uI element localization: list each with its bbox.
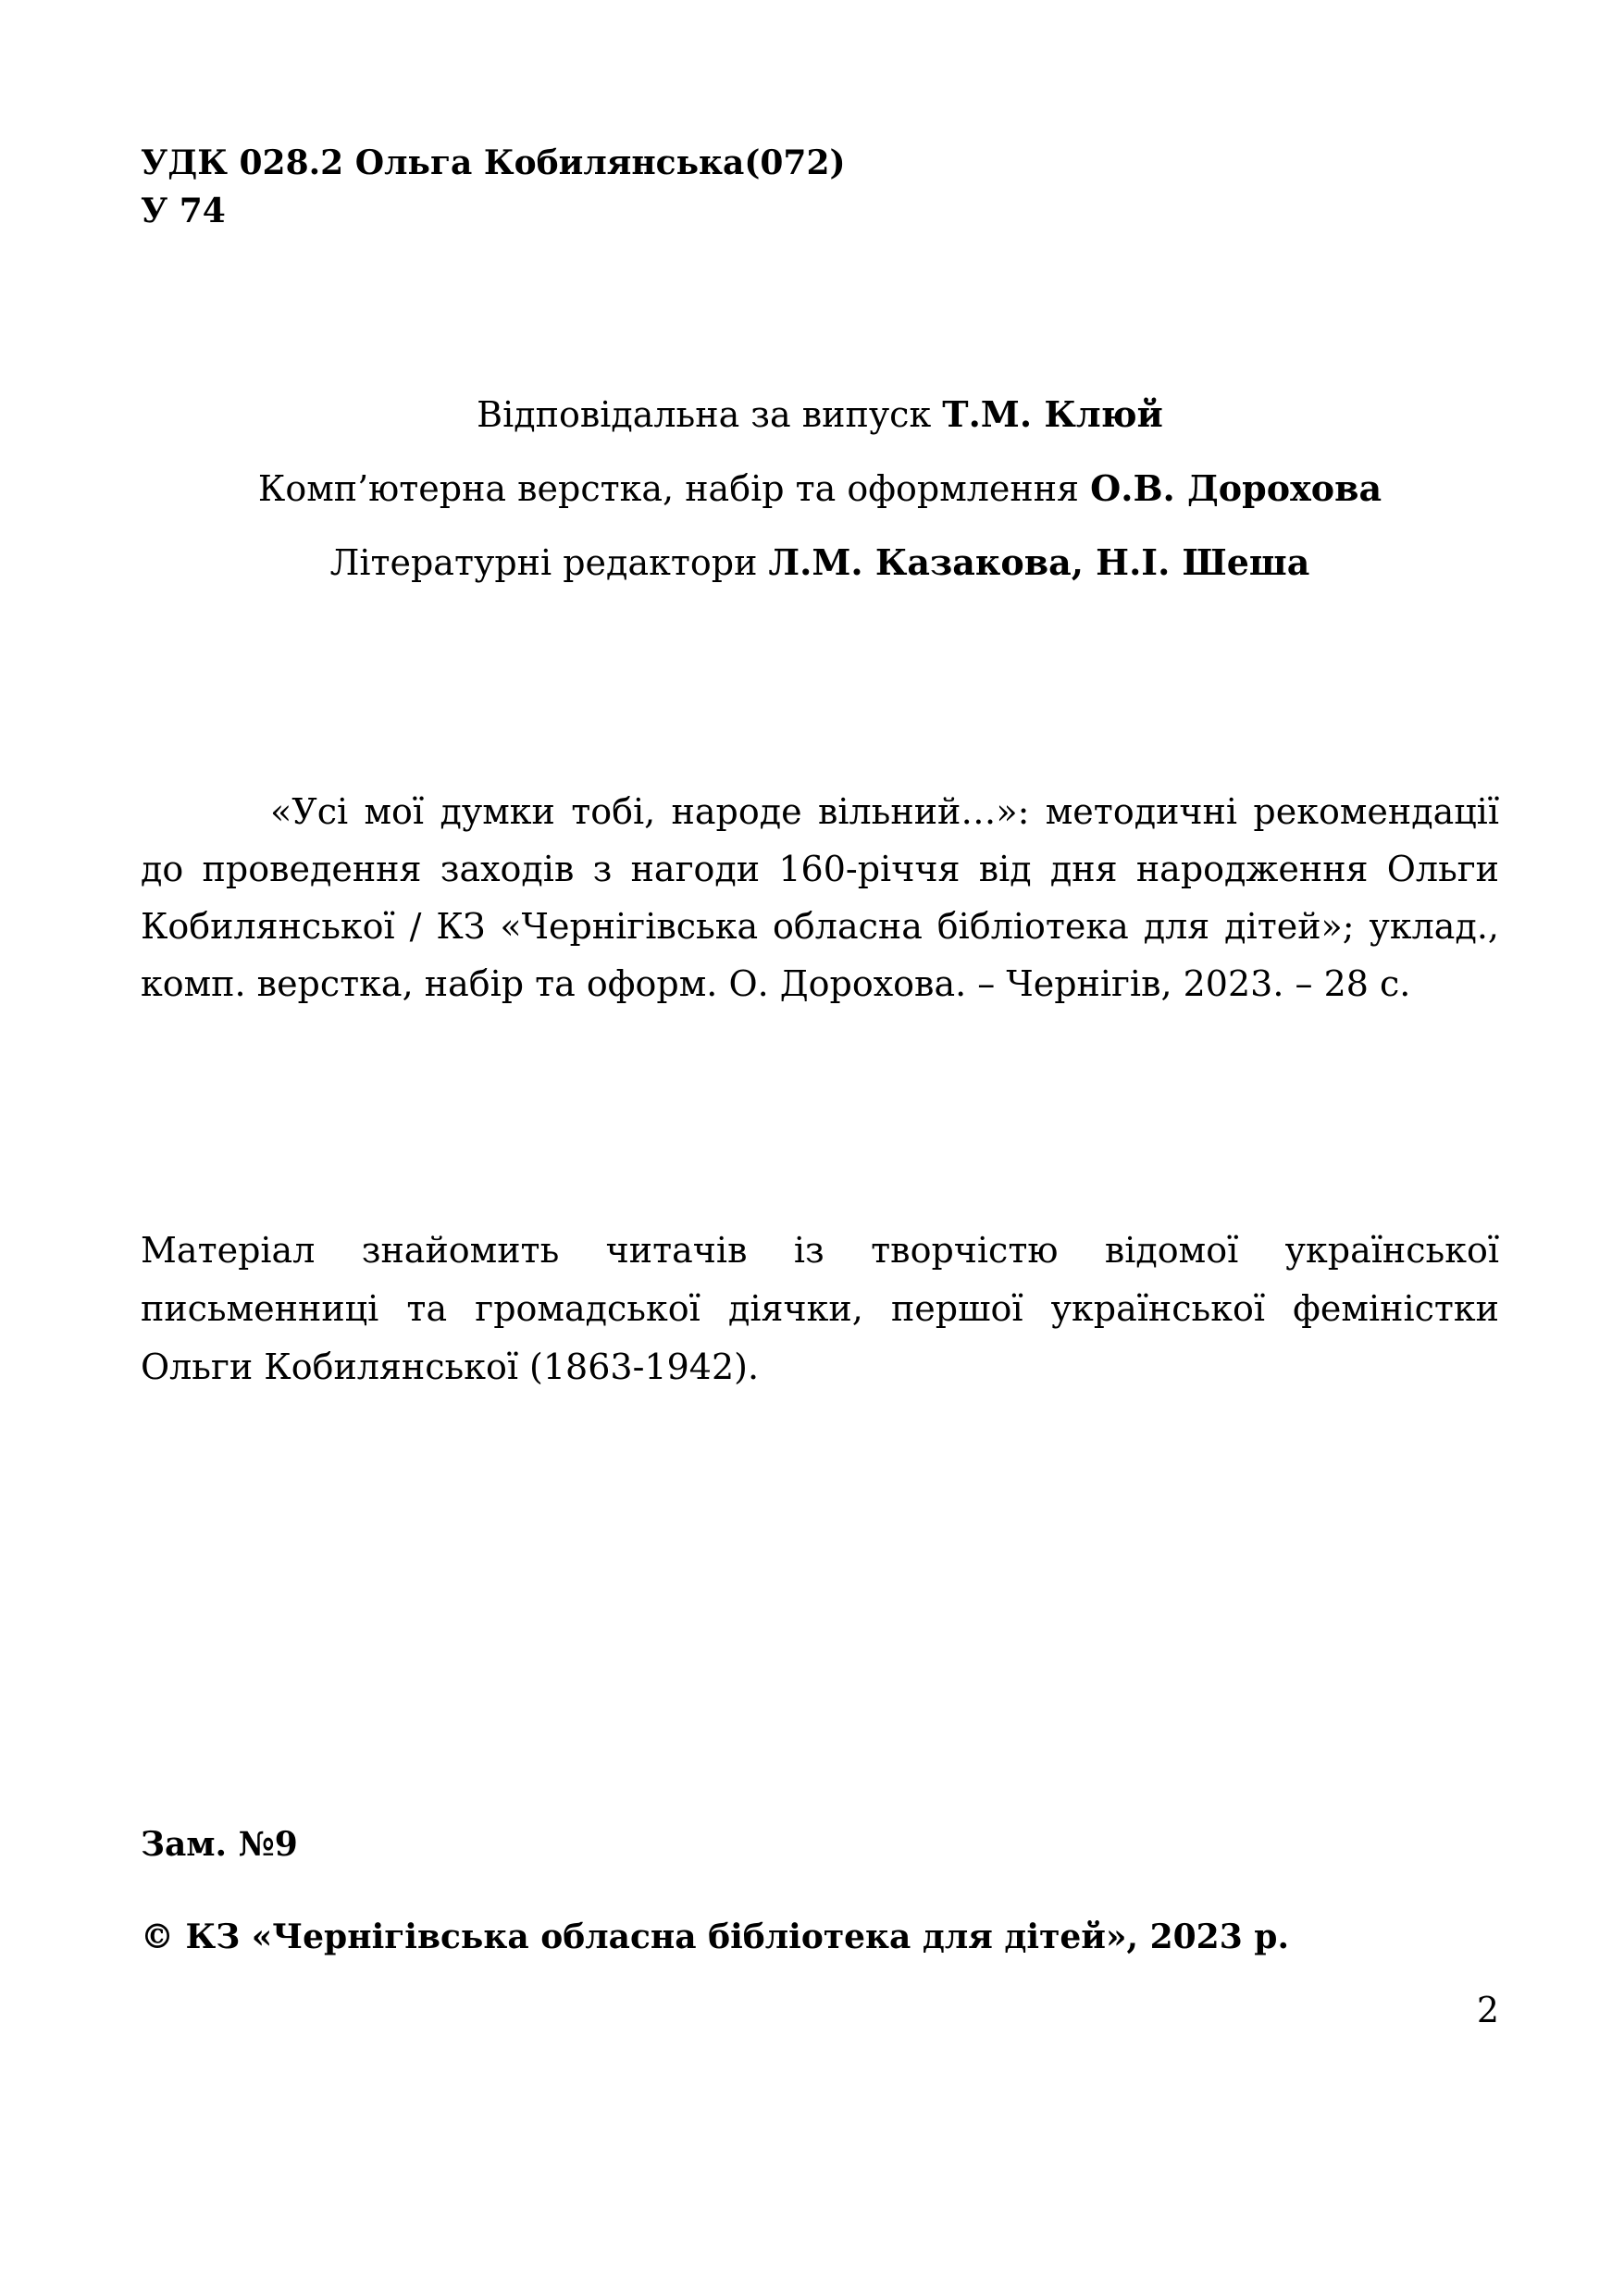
credit-role: Відповідальна за випуск: [477, 394, 943, 435]
annotation-paragraph: Матеріал знайомить читачів із творчістю відомої української письменниці та громадської діячки, першої української феміністки Ольги Кобилянської (1863-1942).: [141, 1230, 1499, 1387]
page-number: 2: [1476, 1990, 1499, 2030]
copyright-notice: © КЗ «Чернігівська обласна бібліотека для дітей», 2023 р.: [141, 1917, 1289, 1956]
udk-classification: [141, 139, 846, 235]
bibliographic-citation: «Усі мої думки тобі, народе вільний…»: методичні рекомендації до проведення заходів з нагоди 160-річчя від дня народження Ольги Кобилянської / КЗ «Чернігівська обласна бібліотека для дітей»; уклад., комп. верстка, набір та оформ. О. Дорохова. – Чернігів, 2023. – 28 с.: [141, 791, 1499, 1004]
credit-line-layout: [141, 452, 1499, 526]
udk-code: УДК 028.2 Ольга Кобилянська(072): [141, 143, 846, 182]
credit-line-responsible: [141, 378, 1499, 452]
credit-name: Л.М. Казакова, Н.І. Шеша: [768, 541, 1310, 583]
credit-line-editors: [141, 526, 1499, 600]
author-mark: У 74: [141, 192, 226, 230]
credit-role: Літературні редактори: [329, 542, 769, 583]
credits-block: [141, 378, 1499, 600]
order-number: Зам. №9: [141, 1825, 298, 1864]
credit-name: О.В. Дорохова: [1090, 467, 1382, 509]
credit-name: Т.М. Клюй: [942, 393, 1163, 435]
credit-role: Комп’ютерна верстка, набір та оформлення: [257, 468, 1091, 509]
